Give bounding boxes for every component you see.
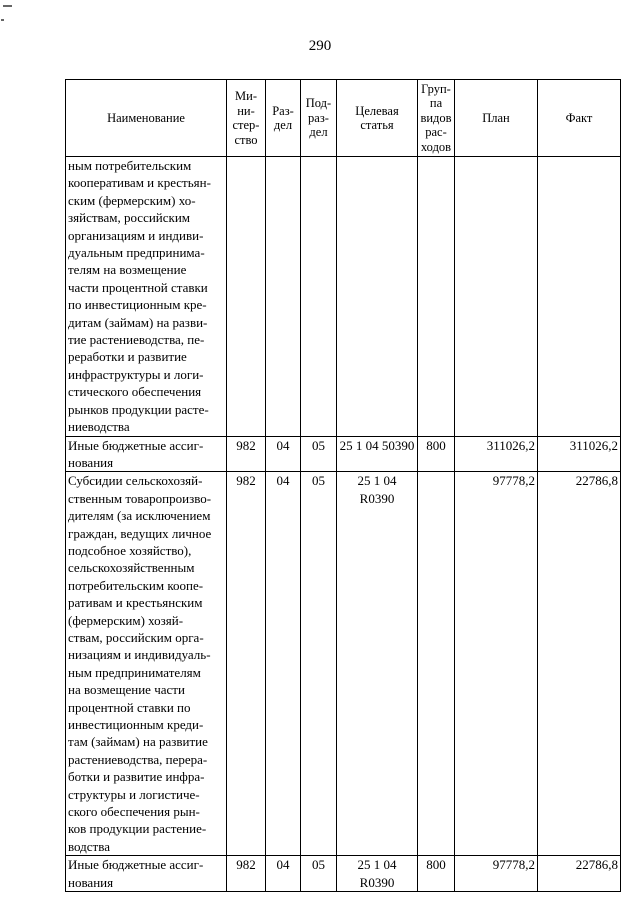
text-line: Целевая bbox=[355, 103, 399, 118]
row-expense-group: 800 bbox=[418, 436, 455, 472]
text-line: ственным товаропроизво- bbox=[68, 490, 212, 506]
text-line: нования bbox=[68, 874, 114, 890]
text-line: зяйствам, российским bbox=[68, 210, 191, 226]
row-fact: 22786,8 bbox=[538, 472, 621, 856]
text-line: дел bbox=[273, 118, 293, 132]
text-line: нования bbox=[68, 454, 114, 470]
text-line: по инвестиционным кре- bbox=[68, 297, 207, 313]
text-line: раз- bbox=[308, 110, 329, 125]
text-line: Факт bbox=[565, 110, 593, 125]
scan-corner-mark bbox=[0, 0, 14, 26]
text-line: рас- bbox=[425, 125, 447, 140]
budget-table bbox=[65, 79, 621, 892]
page-number: 290 bbox=[308, 38, 332, 54]
text-line: инвестиционным креди- bbox=[68, 717, 204, 732]
table-row bbox=[66, 157, 621, 437]
row-section: 04 bbox=[266, 436, 301, 472]
header-name bbox=[66, 80, 227, 157]
text-line: стического обеспечения bbox=[68, 384, 202, 400]
text-line: стер- bbox=[232, 118, 260, 132]
row-target-article: 25 1 04 50390 bbox=[337, 436, 418, 472]
header-section bbox=[266, 80, 301, 157]
text-line: инфраструктуры и логи- bbox=[68, 366, 204, 382]
header-ministry bbox=[227, 80, 266, 157]
text-line: дителям (за исключением bbox=[68, 508, 211, 524]
header-subsection bbox=[301, 80, 337, 157]
row-fact: 311026,2 bbox=[538, 436, 621, 472]
text-line: ным предпринимателям bbox=[68, 664, 201, 680]
text-line: Под- bbox=[305, 96, 332, 111]
row-name bbox=[66, 856, 227, 892]
text-line: ходов bbox=[420, 139, 452, 154]
text-line: (фермерским) хозяй- bbox=[68, 612, 184, 628]
row-plan: 311026,2 bbox=[455, 436, 538, 472]
text-line: части процентной ставки bbox=[68, 279, 208, 295]
text-line: дитам (займам) на разви- bbox=[68, 314, 208, 330]
text-line: рынков продукции расте- bbox=[68, 401, 209, 417]
table-header-row bbox=[66, 80, 621, 157]
text-line: граждан, ведущих личное bbox=[68, 525, 212, 541]
header-fact bbox=[538, 80, 621, 157]
text-line: телям на возмещение bbox=[68, 262, 187, 278]
text-line: статья bbox=[360, 118, 394, 132]
text-line: План bbox=[482, 110, 510, 125]
text-line: потребительским коопе- bbox=[68, 577, 204, 593]
text-line: сельскохозяйственным bbox=[68, 560, 195, 576]
text-line: Ми- bbox=[235, 89, 257, 103]
text-line: ниеводства bbox=[68, 419, 130, 435]
row-subsection: 05 bbox=[301, 856, 337, 892]
text-line: кооперативам и крестьян- bbox=[68, 175, 211, 191]
text-line: ство bbox=[234, 132, 258, 147]
row-ministry: 982 bbox=[227, 472, 266, 856]
text-line: ным потребительским bbox=[68, 158, 192, 173]
text-line: Груп- bbox=[421, 81, 451, 96]
row-ministry bbox=[227, 157, 266, 437]
header-expense-group bbox=[418, 80, 455, 157]
row-target-article: 25 1 04 R0390 bbox=[337, 472, 418, 856]
row-name bbox=[66, 472, 227, 856]
row-ministry: 982 bbox=[227, 856, 266, 892]
row-section: 04 bbox=[266, 472, 301, 856]
text-line: на возмещение части bbox=[68, 682, 185, 698]
row-plan: 97778,2 bbox=[455, 472, 538, 856]
row-subsection: 05 bbox=[301, 472, 337, 856]
text-line: дуальным предпринима- bbox=[68, 245, 205, 261]
text-line: тие растениеводства, пе- bbox=[68, 332, 205, 348]
text-line: Субсидии сельскохозяй- bbox=[68, 473, 203, 489]
text-line: ративам и крестьянским bbox=[68, 595, 203, 611]
text-line: Иные бюджетные ассиг- bbox=[68, 857, 204, 873]
text-line: ского обеспечения рын- bbox=[68, 804, 200, 820]
text-line: растениеводства, перера- bbox=[68, 751, 208, 767]
row-target-article bbox=[337, 157, 418, 437]
header-plan bbox=[455, 80, 538, 157]
text-line: структуры и логистиче- bbox=[68, 786, 200, 802]
text-line: ботки и развитие инфра- bbox=[68, 769, 205, 785]
header-target-article bbox=[337, 80, 418, 157]
row-plan bbox=[455, 157, 538, 437]
table-row bbox=[66, 436, 621, 472]
row-fact bbox=[538, 157, 621, 437]
row-subsection bbox=[301, 157, 337, 437]
text-line: па bbox=[429, 96, 443, 111]
row-target-article: 25 1 04 R0390 bbox=[337, 856, 418, 892]
text-line: организациям и индиви- bbox=[68, 227, 204, 243]
text-line: ков продукции растение- bbox=[68, 821, 207, 837]
text-line: Раз- bbox=[272, 103, 294, 118]
text-line: ни- bbox=[237, 103, 255, 118]
row-name bbox=[66, 157, 227, 437]
row-expense-group: 800 bbox=[418, 856, 455, 892]
row-name bbox=[66, 436, 227, 472]
text-line: низациям и индивидуаль- bbox=[68, 647, 211, 663]
text-line: процентной ставки по bbox=[68, 699, 191, 715]
text-line: видов bbox=[420, 110, 452, 125]
row-expense-group bbox=[418, 472, 455, 856]
text-line: Иные бюджетные ассиг- bbox=[68, 437, 204, 453]
text-line: реработки и развитие bbox=[68, 349, 187, 365]
text-line: подсобное хозяйство), bbox=[68, 542, 192, 558]
row-subsection: 05 bbox=[301, 436, 337, 472]
row-expense-group bbox=[418, 157, 455, 437]
text-line: ствам, российским орга- bbox=[68, 629, 204, 645]
row-fact: 22786,8 bbox=[538, 856, 621, 892]
row-ministry: 982 bbox=[227, 436, 266, 472]
row-section bbox=[266, 157, 301, 437]
row-section: 04 bbox=[266, 856, 301, 892]
text-line: ским (фермерским) хо- bbox=[68, 192, 196, 208]
text-line: дел bbox=[309, 125, 328, 140]
text-line: Наименование bbox=[107, 110, 185, 125]
table-row bbox=[66, 856, 621, 892]
text-line: водства bbox=[68, 838, 110, 854]
table-row bbox=[66, 472, 621, 856]
row-plan: 97778,2 bbox=[455, 856, 538, 892]
text-line: там (займам) на развитие bbox=[68, 734, 208, 750]
